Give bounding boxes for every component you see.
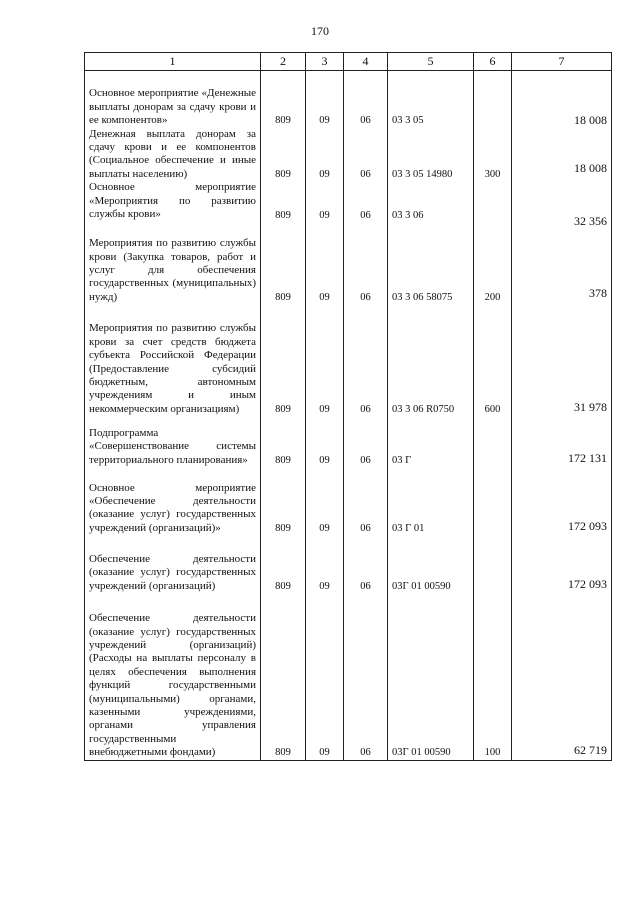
- row-grbs: 809: [261, 467, 306, 535]
- row-amount: 31 978: [512, 304, 612, 416]
- row-pr: 06: [344, 71, 388, 128]
- row-vr: [474, 181, 512, 228]
- row-amount: 32 356: [512, 181, 612, 228]
- row-rz: 09: [306, 181, 344, 228]
- row-amount: 378: [512, 228, 612, 304]
- row-vr: 300: [474, 128, 512, 182]
- row-rz: 09: [306, 304, 344, 416]
- row-pr: 06: [344, 535, 388, 593]
- row-grbs: 809: [261, 304, 306, 416]
- row-vr: 100: [474, 593, 512, 760]
- row-vr: [474, 535, 512, 593]
- row-vr: [474, 416, 512, 467]
- row-csr: 03 Г: [388, 416, 474, 467]
- row-rz: 09: [306, 416, 344, 467]
- table-row: [85, 71, 612, 128]
- row-grbs: 809: [261, 181, 306, 228]
- page-number: 170: [311, 24, 329, 38]
- row-amount: 18 008: [512, 128, 612, 182]
- column-header-name: 1: [85, 53, 261, 71]
- row-name: Обеспечение деятельности (оказание услуг) государственных учреждений (организаций): [85, 535, 261, 593]
- table-row: [85, 593, 612, 760]
- column-header-vr: 6: [474, 53, 512, 71]
- row-name: Основное мероприятие «Денежные выплаты донорам за сдачу крови и ее компонентов»: [85, 71, 261, 128]
- row-pr: 06: [344, 416, 388, 467]
- row-pr: 06: [344, 593, 388, 760]
- row-pr: 06: [344, 304, 388, 416]
- row-grbs: 809: [261, 128, 306, 182]
- row-amount: 62 719: [512, 593, 612, 760]
- header-row: [85, 53, 612, 71]
- row-rz: 09: [306, 71, 344, 128]
- row-pr: 06: [344, 181, 388, 228]
- row-grbs: 809: [261, 228, 306, 304]
- row-csr: 03 3 06: [388, 181, 474, 228]
- row-csr: 03 3 05: [388, 71, 474, 128]
- row-vr: [474, 71, 512, 128]
- row-csr: 03Г 01 00590: [388, 593, 474, 760]
- row-csr: 03Г 01 00590: [388, 535, 474, 593]
- row-vr: 200: [474, 228, 512, 304]
- row-grbs: 809: [261, 71, 306, 128]
- row-name: Мероприятия по развитию службы крови за счет средств бюджета субъекта Российской Федерации (Предоставление субсидий бюджетным, автономным учреждениям и иным некоммерческим организациям): [85, 304, 261, 416]
- row-grbs: 809: [261, 593, 306, 760]
- row-amount: 172 131: [512, 416, 612, 467]
- row-rz: 09: [306, 467, 344, 535]
- row-rz: 09: [306, 593, 344, 760]
- row-name: Мероприятия по развитию службы крови (Закупка товаров, работ и услуг для обеспечения государственных (муниципальных) нужд): [85, 228, 261, 304]
- row-pr: 06: [344, 228, 388, 304]
- row-csr: 03 3 06 R0750: [388, 304, 474, 416]
- row-amount: 18 008: [512, 71, 612, 128]
- row-csr: 03 3 05 14980: [388, 128, 474, 182]
- column-header-pr: 4: [344, 53, 388, 71]
- row-csr: 03 3 06 58075: [388, 228, 474, 304]
- table-row: [85, 416, 612, 467]
- row-name: Подпрограмма «Совершенствование системы территориального планирования»: [85, 416, 261, 467]
- row-name: Денежная выплата донорам за сдачу крови и ее компонентов (Социальное обеспечение и иные выплаты населению): [85, 128, 261, 182]
- row-amount: 172 093: [512, 467, 612, 535]
- table-row: [85, 128, 612, 182]
- budget-table: [84, 52, 612, 761]
- column-header-csr: 5: [388, 53, 474, 71]
- row-name: Основное мероприятие «Обеспечение деятельности (оказание услуг) государственных учреждений (организаций)»: [85, 467, 261, 535]
- table-row: [85, 467, 612, 535]
- table-row: [85, 228, 612, 304]
- row-grbs: 809: [261, 416, 306, 467]
- row-pr: 06: [344, 467, 388, 535]
- row-vr: [474, 467, 512, 535]
- row-name: Обеспечение деятельности (оказание услуг) государственных учреждений (организаций) (Расходы на выплаты персоналу в целях обеспечения выполнения функций государственными (муниципальными) органами, казенными учреждениями, органами управления государственными внебюджетными фондами): [85, 593, 261, 760]
- table-row: [85, 535, 612, 593]
- row-pr: 06: [344, 128, 388, 182]
- row-rz: 09: [306, 228, 344, 304]
- column-header-rz: 3: [306, 53, 344, 71]
- row-amount: 172 093: [512, 535, 612, 593]
- row-vr: 600: [474, 304, 512, 416]
- row-name: Основное мероприятие «Мероприятия по развитию службы крови»: [85, 181, 261, 228]
- column-header-amount: 7: [512, 53, 612, 71]
- table-row: [85, 181, 612, 228]
- row-rz: 09: [306, 535, 344, 593]
- column-header-grbs: 2: [261, 53, 306, 71]
- row-rz: 09: [306, 128, 344, 182]
- table-row: [85, 304, 612, 416]
- row-grbs: 809: [261, 535, 306, 593]
- row-csr: 03 Г 01: [388, 467, 474, 535]
